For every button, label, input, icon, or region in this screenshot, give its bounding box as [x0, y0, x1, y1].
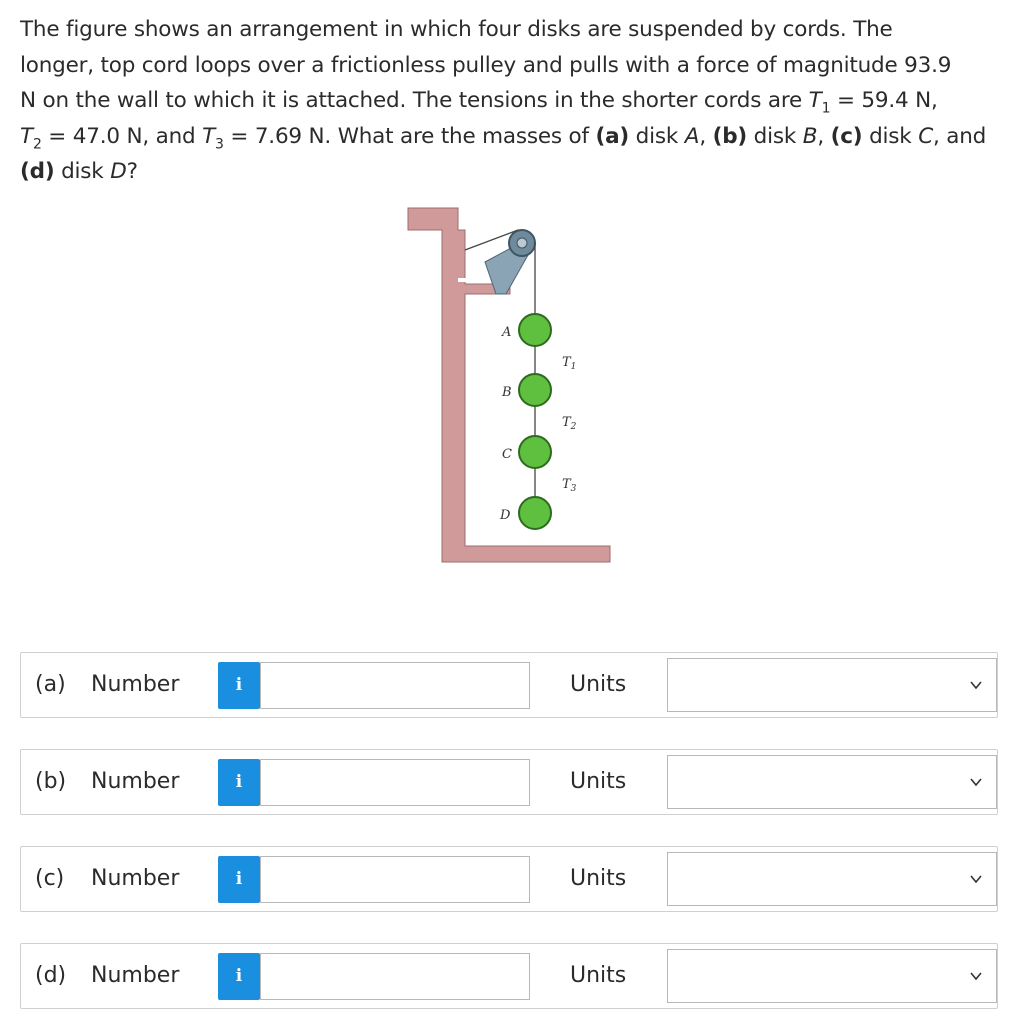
text-and: , and: [933, 123, 987, 149]
units-label: Units: [570, 963, 627, 988]
disk-a-ref: A: [684, 123, 700, 149]
tension-label-t2: [562, 415, 577, 432]
number-label: Number: [91, 866, 180, 891]
units-label: Units: [570, 866, 627, 891]
question-line: N on the wall to which it is attached. The tensions in the shorter cords are: [20, 88, 809, 113]
part-c-ref: (c): [830, 123, 863, 149]
text-end: ?: [126, 159, 138, 184]
disk-b-ref: B: [802, 123, 818, 149]
disk-a: [519, 314, 551, 346]
answer-row-b: [20, 749, 998, 815]
info-icon[interactable]: i: [218, 953, 260, 1000]
units-label: Units: [570, 672, 627, 697]
part-label: (b): [35, 769, 67, 794]
number-input-b[interactable]: [260, 759, 530, 806]
disk-label-b: B: [502, 385, 512, 400]
number-label: Number: [91, 672, 180, 697]
t3-value: = 7.69 N. What are the masses of: [223, 123, 596, 149]
tension-sub: 1: [570, 362, 577, 372]
number-input-d[interactable]: [260, 953, 530, 1000]
units-select-b[interactable]: [667, 755, 997, 809]
disk-b: [519, 374, 551, 406]
chevron-down-icon: [968, 968, 984, 984]
info-icon[interactable]: i: [218, 662, 260, 709]
text-comma: ,: [699, 123, 713, 149]
chevron-down-icon: [968, 774, 984, 790]
disk-label-d: D: [500, 508, 511, 523]
part-d-ref: (d): [20, 159, 55, 184]
part-a-ref: (a): [595, 123, 630, 149]
info-icon[interactable]: i: [218, 759, 260, 806]
text-disk: disk: [747, 123, 803, 149]
tension-label-t3: [562, 477, 577, 494]
units-select-c[interactable]: [667, 852, 997, 906]
question-line: longer, top cord loops over a frictionless pulley and pulls with a force of magnitude 93.9: [20, 52, 952, 78]
number-input-c[interactable]: [260, 856, 530, 903]
disk-label-c: C: [502, 447, 512, 462]
chevron-down-icon: [968, 871, 984, 887]
text-disk: disk: [862, 123, 919, 149]
tension-symbol: T: [562, 477, 571, 492]
tension-symbol: T: [562, 355, 571, 370]
part-b-ref: (b): [712, 123, 748, 149]
disk-d-ref: D: [110, 159, 127, 184]
chevron-down-icon: [968, 677, 984, 693]
text-disk: disk: [54, 159, 111, 184]
t1-value: = 59.4 N,: [830, 88, 938, 113]
number-label: Number: [91, 769, 180, 794]
number-input-a[interactable]: [260, 662, 530, 709]
tension-sub: 3: [570, 484, 577, 494]
t2-value: = 47.0 N, and: [41, 123, 203, 149]
disk-c: [519, 436, 551, 468]
units-label: Units: [570, 769, 627, 794]
units-select-a[interactable]: [667, 658, 997, 712]
part-label: (a): [35, 672, 66, 697]
units-select-d[interactable]: [667, 949, 997, 1003]
t3-subscript: 3: [215, 135, 224, 152]
text-disk: disk: [629, 123, 685, 149]
tension-symbol: T: [562, 415, 571, 430]
part-label: (c): [35, 866, 65, 891]
info-icon[interactable]: i: [218, 856, 260, 903]
t2-symbol: T: [20, 123, 33, 149]
disk-d: [519, 497, 551, 529]
disk-c-ref: C: [918, 123, 934, 149]
t1-subscript: 1: [821, 100, 831, 117]
pulley-disks-figure: [400, 200, 630, 570]
tension-label-t1: [562, 355, 576, 372]
pulley-hub: [517, 238, 527, 248]
tension-sub: 2: [570, 422, 577, 432]
answer-row-d: [20, 943, 998, 1009]
answer-row-c: [20, 846, 998, 912]
text-comma: ,: [817, 123, 831, 149]
question-text: [20, 12, 1000, 190]
disk-label-a: A: [502, 325, 512, 340]
answer-row-a: [20, 652, 998, 718]
part-label: (d): [35, 963, 67, 988]
t1-symbol: T: [808, 88, 822, 113]
question-line: The figure shows an arrangement in which four disks are suspended by cords. The: [20, 17, 893, 42]
number-label: Number: [91, 963, 180, 988]
t3-symbol: T: [202, 123, 216, 149]
t2-subscript: 2: [32, 135, 42, 152]
